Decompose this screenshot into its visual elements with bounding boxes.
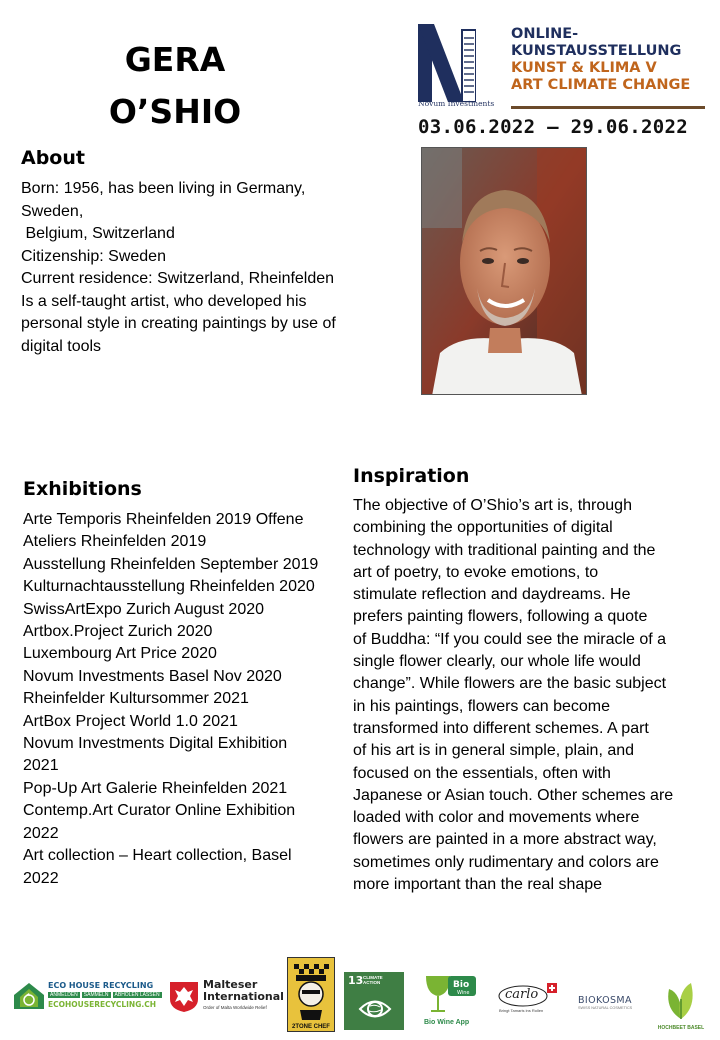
artist-name-last: O’SHIO [108, 92, 242, 131]
bio-badge-sub: Wine [457, 990, 470, 996]
carlo-logo [497, 983, 561, 1023]
sdg-label-line: CLIMATE [363, 975, 383, 980]
eco-house-recycling-icon [12, 981, 46, 1011]
inspiration-heading: Inspiration [353, 465, 470, 487]
inspiration-line: technology with traditional painting and the [353, 541, 656, 559]
malteser-title-2: International [203, 990, 284, 1003]
inspiration-line: sometimes only rudimentary and colors are [353, 853, 659, 871]
biokosma-logo [578, 995, 632, 1010]
hochbeet-label: HOCHBEET BASEL [657, 1025, 705, 1031]
eco-tag: ABHOLEN LASSEN [114, 992, 160, 998]
exhibitions-heading: Exhibitions [23, 478, 142, 500]
inspiration-line: stimulate reflection and daydreams. He [353, 586, 631, 604]
inspiration-line: combining the opportunities of digital [353, 519, 613, 537]
about-line: Born: 1956, has been living in Germany, [21, 180, 306, 197]
list-item: Luxembourg Art Price 2020 [23, 645, 217, 663]
eco-url: ECOHOUSERECYCLING.CH [48, 1000, 156, 1009]
eco-house-recycling-logo [48, 981, 158, 1009]
inspiration-line: of his art is in general simple, plain, and [353, 742, 635, 760]
about-text [21, 178, 371, 358]
about-line: digital tools [21, 337, 102, 355]
list-item: 2022 [23, 869, 59, 887]
artist-portrait-photo-icon [422, 148, 587, 395]
inspiration-line: of Buddha: “If you could see the miracle of a [353, 630, 667, 648]
inspiration-line: in his paintings, flowers can become [353, 697, 611, 715]
eco-tags [48, 992, 158, 998]
sdg-number: 13 [348, 974, 364, 987]
inspiration-line: transformed into different schemes. A part [353, 719, 649, 737]
maltese-cross-icon [168, 979, 200, 1013]
about-line: Citizenship: Sweden [21, 247, 166, 265]
inspiration-line: focused on the essentials, often with [353, 764, 611, 782]
sdg-label-line: ACTION [363, 980, 381, 985]
exhibition-title [511, 26, 690, 94]
list-item: Rheinfelder Kultursommer 2021 [23, 690, 249, 708]
biokosma-title: BIOKOSMA [578, 995, 632, 1006]
inspiration-text [353, 495, 703, 896]
novum-n-logo-icon [418, 24, 476, 102]
chef-label: 2TONE CHEF [292, 1024, 330, 1030]
list-item: Art collection – Heart collection, Basel [23, 847, 292, 865]
eco-tag: ANMELDEN [50, 992, 78, 998]
list-item: 2022 [23, 824, 59, 842]
about-line: Current residence: Switzerland, Rheinfelden [21, 270, 335, 287]
sponsor-strip [0, 955, 720, 1035]
carlo-tagline: Bringt Tamaris ins Rollen [499, 1008, 544, 1013]
carlo-name: carlo [505, 987, 539, 1002]
artist-portrait [421, 147, 587, 395]
about-line: Sweden, [21, 202, 84, 220]
list-item: Pop-Up Art Galerie Rheinfelden 2021 [23, 779, 288, 797]
inspiration-line: prefers painting flowers, following a quote [353, 608, 648, 626]
hochbeet-basel-logo [655, 979, 707, 1031]
list-item: Contemp.Art Curator Online Exhibition [23, 802, 296, 820]
inspiration-line: art of poetry, to evoke emotions, to [353, 563, 599, 581]
leaf-sprout-icon [655, 979, 707, 1023]
inspiration-line: loaded with color and movements where [353, 809, 640, 827]
biokosma-sub: SWISS NATURAL COSMETICS [578, 1006, 633, 1010]
chef-face-icon [288, 958, 334, 1022]
list-item: Novum Investments Basel Nov 2020 [23, 667, 282, 685]
globe-eye-icon [358, 992, 392, 1026]
logo-line-kunst-klima: KUNST & KLIMA V [511, 60, 657, 76]
inspiration-line: Japanese or Asian touch. Other schemes are [353, 786, 674, 804]
about-line: Belgium, Switzerland [21, 225, 175, 242]
sdg-climate-action-logo [344, 972, 404, 1030]
inspiration-line: more important than the real shape [353, 876, 603, 894]
eco-title: ECO HOUSE RECYCLING [48, 981, 154, 990]
about-line: personal style in creating paintings by use of [21, 315, 336, 332]
exhibition-logo [418, 24, 708, 114]
list-item: Kulturnachtausstellung Rheinfelden 2020 [23, 578, 315, 596]
list-item: SwissArtExpo Zurich August 2020 [23, 600, 265, 618]
logo-line-kunstausstellung: KUNSTAUSSTELLUNG [511, 43, 682, 59]
eco-tag: SAMMELN [83, 992, 109, 998]
bio-wine-app-label: Bio Wine App [424, 1019, 470, 1026]
logo-company: Novum Investments [418, 99, 495, 108]
about-heading: About [21, 147, 85, 169]
logo-line-online: ONLINE- [511, 26, 579, 42]
bio-badge: Bio [453, 980, 470, 990]
list-item: Ateliers Rheinfelden 2019 [23, 533, 207, 551]
bio-wine-glass-icon [420, 974, 478, 1018]
list-item: Artbox.Project Zurich 2020 [23, 623, 213, 641]
logo-divider [511, 106, 705, 109]
inspiration-line: The objective of O’Shio’s art is, through [353, 497, 632, 514]
inspiration-line: flowers are painted in a more abstract way, [353, 831, 657, 849]
exhibitions-list [23, 509, 353, 890]
list-item: Arte Temporis Rheinfelden 2019 Offene [23, 511, 304, 528]
list-item: ArtBox Project World 1.0 2021 [23, 712, 238, 730]
list-item: 2021 [23, 757, 59, 775]
inspiration-line: change”. While flowers are the basic subject [353, 675, 667, 693]
inspiration-line: single flower clearly, our whole life would [353, 653, 641, 671]
malteser-logo [203, 979, 284, 1010]
artist-name [80, 34, 270, 138]
list-item: Novum Investments Digital Exhibition [23, 735, 288, 753]
exhibition-date-range: 03.06.2022 – 29.06.2022 [418, 116, 688, 138]
list-item: Ausstellung Rheinfelden September 2019 [23, 555, 319, 573]
malteser-title: Malteser [203, 978, 258, 991]
artist-name-first: GERA [124, 40, 226, 79]
two-tone-chef-logo [287, 957, 335, 1032]
malteser-sub: Order of Malta Worldwide Relief [203, 1005, 267, 1010]
sdg-label [363, 975, 383, 985]
logo-line-art-climate: ART CLIMATE CHANGE [511, 77, 691, 93]
about-line: Is a self-taught artist, who developed his [21, 292, 307, 310]
